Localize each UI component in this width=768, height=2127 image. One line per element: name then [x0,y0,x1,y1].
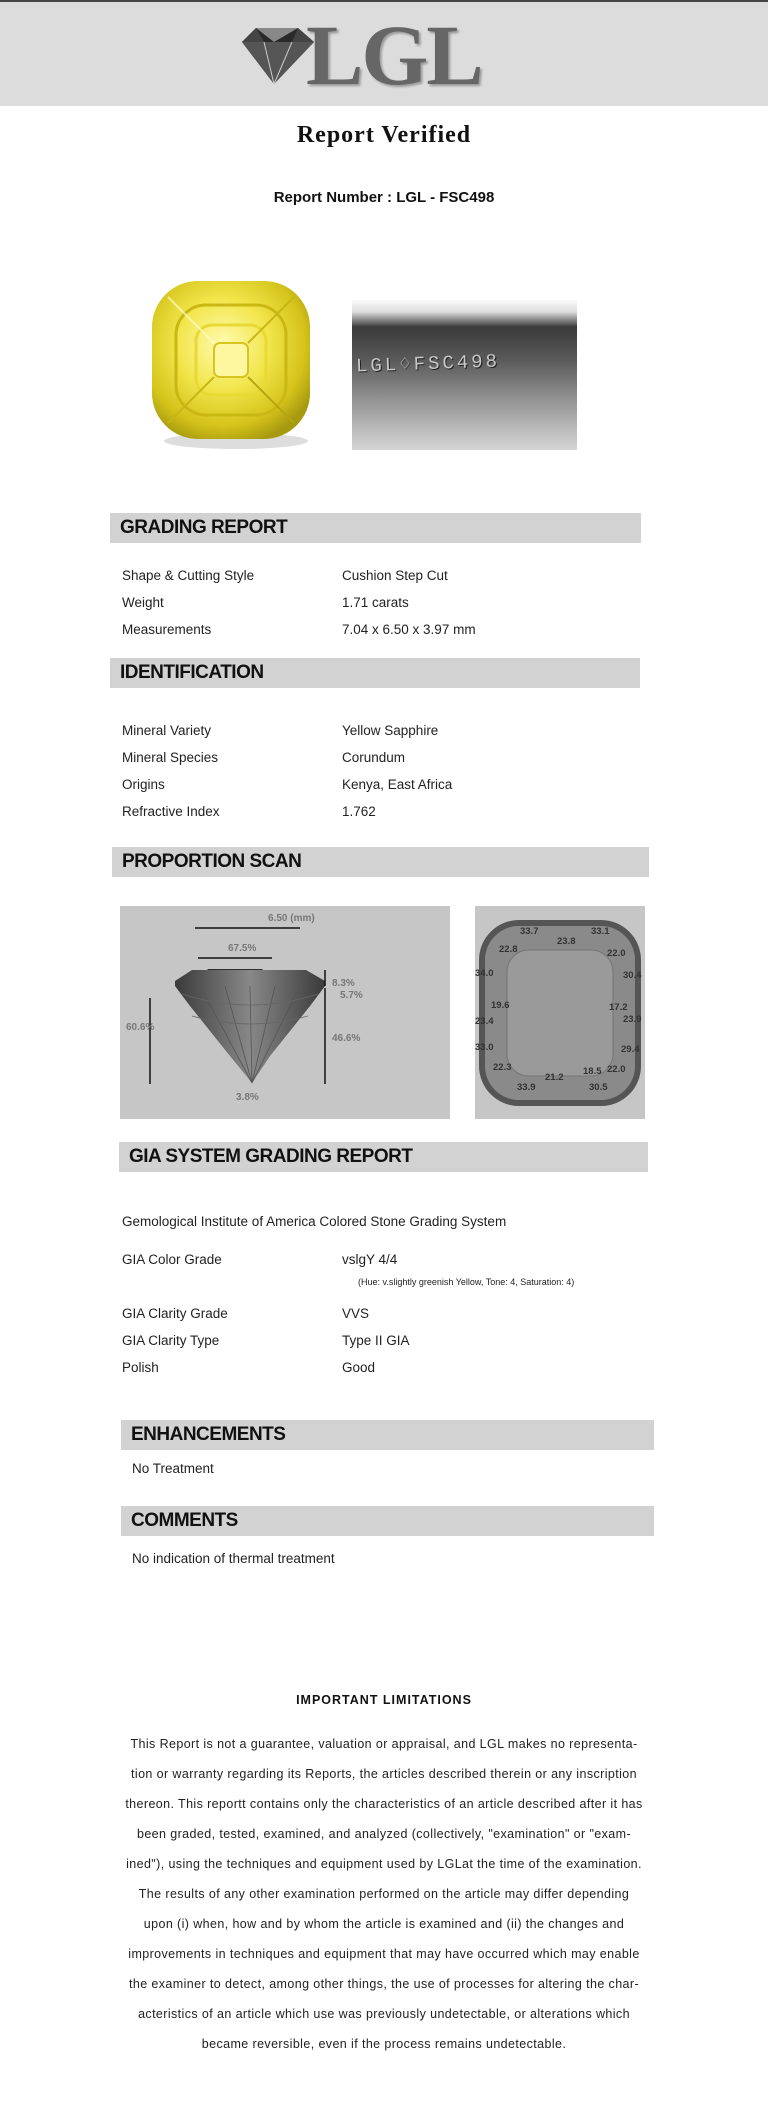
inscription-photo [352,300,577,450]
top-facet-value: 19.6 [491,1000,510,1011]
identification-row-label: Refractive Index [122,804,220,819]
top-facet-value: 22.8 [499,944,518,955]
grading-report-heading: GRADING REPORT [110,513,641,543]
top-facet-value: 22.0 [607,948,626,959]
identification-row-label: Origins [122,777,165,792]
limitations-line: tion or warranty regarding its Reports, the articles described therein or any inscription [131,1767,637,1781]
top-facet-value: 18.5 [583,1066,602,1077]
enhancements-heading: ENHANCEMENTS [121,1420,654,1450]
top-facet-value: 33.1 [591,926,610,937]
grading-row-label: Measurements [122,622,212,637]
proportion-scan-heading: PROPORTION SCAN [112,847,649,877]
gia-row-label: GIA Clarity Type [122,1333,220,1348]
gemstone-photo [138,275,324,455]
gia-row-value: Good [342,1360,376,1375]
top-facet-value: 33.0 [475,1042,494,1053]
identification-row-value: Yellow Sapphire [342,723,439,738]
proportion-table: 67.5% [228,943,257,954]
limitations-line: ined"), using the techniques and equipment used by LGLat the time of the examination. [126,1857,642,1871]
top-facet-value: 33.9 [517,1082,536,1093]
top-facet-value: 30.4 [623,970,642,981]
side-profile-diagram [120,906,450,1119]
gia-subtitle: Gemological Institute of America Colored Stone Grading System [122,1214,507,1229]
limitations-line: thereon. This reportt contains only the characteristics of an article described after it has [125,1797,643,1811]
header-banner [0,0,768,106]
grading-row-label: Shape & Cutting Style [122,568,255,583]
gia-color-note: (Hue: v.slightly greenish Yellow, Tone: 4, Saturation: 4) [358,1277,575,1287]
limitations-line: acteristics of an article which use was previously undetectable, or alterations which [138,2007,630,2021]
top-facet-value: 22.3 [493,1062,512,1073]
identification-row-value: Kenya, East Africa [342,777,453,792]
logo-text: LGL [306,7,482,103]
gia-row-value: VVS [342,1306,370,1321]
proportion-culet: 3.8% [236,1092,259,1103]
proportion-crown-height: 8.3% [332,978,355,989]
top-facet-value: 17.2 [609,1002,628,1013]
lgl-logo [234,7,484,103]
report-number: Report Number : LGL - FSC498 [273,189,495,206]
proportion-width: 6.50 (mm) [268,913,315,924]
gia-row-value: Type II GIA [342,1333,410,1348]
limitations-line: became reversible, even if the process remains undetectable. [201,2037,567,2051]
top-facet-value: 23.4 [475,1016,494,1027]
proportion-top-view [475,906,645,1119]
identification-row-label: Mineral Species [122,750,219,765]
limitations-line: improvements in techniques and equipment that may have occurred which may enable [128,1947,640,1961]
comments-text: No indication of thermal treatment [132,1551,335,1566]
grading-row-value: Cushion Step Cut [342,568,448,583]
gia-color-value: vslgY 4/4 [342,1252,398,1267]
enhancements-text: No Treatment [132,1461,214,1476]
inscription-text: LGL♢FSC498 [355,350,501,378]
limitations-line: This Report is not a guarantee, valuation or appraisal, and LGL makes no representa- [130,1737,638,1751]
grading-row-value: 1.71 carats [342,595,409,610]
identification-row-label: Mineral Variety [122,723,212,738]
grading-row-label: Weight [122,595,164,610]
limitations-heading: IMPORTANT LIMITATIONS [296,1693,472,1707]
limitations-line: the examiner to detect, among other things, the use of processes for altering the char- [128,1977,640,1991]
proportion-side-view [120,906,450,1119]
gia-row-label: GIA Clarity Grade [122,1306,228,1321]
top-facet-value: 23.8 [557,936,576,947]
gia-row-label: Polish [122,1360,159,1375]
gia-heading: GIA SYSTEM GRADING REPORT [119,1142,648,1172]
top-facet-value: 22.0 [607,1064,626,1075]
identification-heading: IDENTIFICATION [110,658,640,688]
top-facet-value: 23.9 [623,1014,642,1025]
proportion-total-depth: 60.6% [126,1022,155,1033]
limitations-line: The results of any other examination performed on the article may differ depending [138,1887,630,1901]
page-title: Report Verified [296,122,472,148]
gia-color-label: GIA Color Grade [122,1252,222,1267]
proportion-girdle: 5.7% [340,990,363,1001]
comments-heading: COMMENTS [121,1506,654,1536]
identification-row-value: Corundum [342,750,406,765]
identification-row-value: 1.762 [342,804,376,819]
top-facet-value: 34.0 [475,968,494,979]
top-facet-value: 21.2 [545,1072,564,1083]
top-facet-value: 30.5 [589,1082,608,1093]
top-facet-value: 29.4 [621,1044,640,1055]
limitations-line: been graded, tested, examined, and analyzed (collectively, "examination" or "exam- [136,1827,632,1841]
proportion-pavilion-depth: 46.6% [332,1033,361,1044]
top-facet-value: 33.7 [520,926,539,937]
grading-row-value: 7.04 x 6.50 x 3.97 mm [342,622,476,637]
limitations-line: upon (i) when, how and by whom the article is examined and (ii) the changes and [143,1917,625,1931]
